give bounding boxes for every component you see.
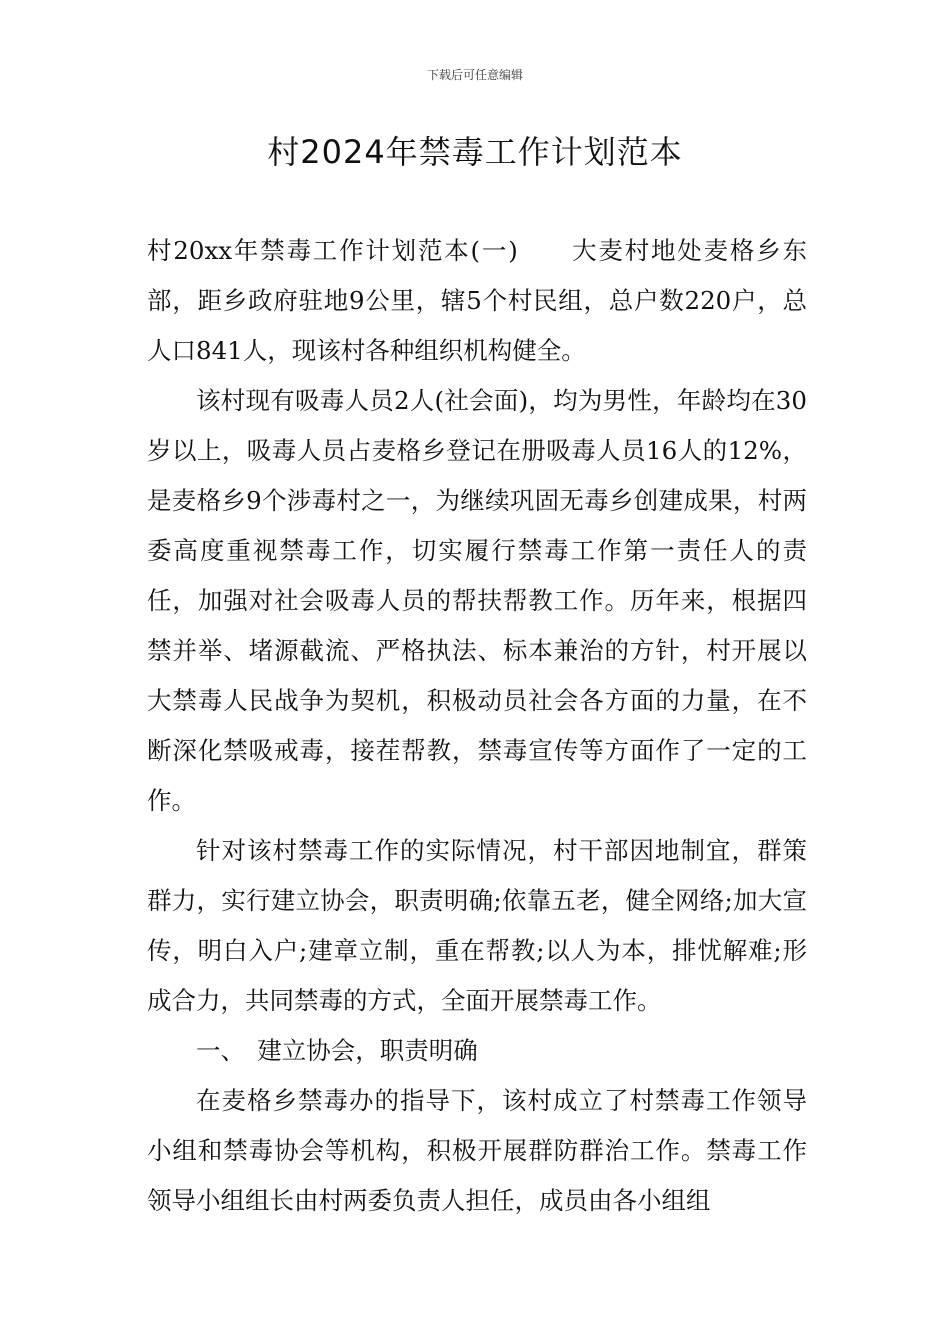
paragraph-1: 村20xx年禁毒工作计划范本(一) 大麦村地处麦格乡东部，距乡政府驻地9公里，辖5个村民组，总户数220户，总人口841人，现该村各种组织机构健全。 bbox=[147, 236, 807, 365]
header-note: 下载后可任意编辑 bbox=[426, 68, 523, 82]
paragraph-4: 在麦格乡禁毒办的指导下，该村成立了村禁毒工作领导小组和禁毒协会等机构，积极开展群防群治工作。禁毒工作领导小组组长由村两委负责人担任，成员由各小组组 bbox=[147, 1086, 807, 1215]
document-title: 村2024年禁毒工作计划范本 bbox=[267, 133, 683, 171]
paragraph-2: 该村现有吸毒人员2人(社会面)，均为男性，年龄均在30岁以上，吸毒人员占麦格乡登记在册吸毒人员16人的12%，是麦格乡9个涉毒村之一，为继续巩固无毒乡创建成果，村两委高度重视禁毒工作，切实履行禁毒工作第一责任人的责任，加强对社会吸毒人员的帮扶帮教工作。历年来，根据四禁并举、堵源截流、严格执法、标本兼治的方针，村开展以大禁毒人民战争为契机，积极动员社会各方面的力量，在不断深化禁吸戒毒，接茬帮教，禁毒宣传等方面作了一定的工作。 bbox=[147, 386, 807, 815]
section-heading-1: 一、 建立协会，职责明确 bbox=[196, 1036, 478, 1065]
document-body bbox=[147, 226, 807, 1226]
paragraph-3: 针对该村禁毒工作的实际情况，村干部因地制宜，群策群力，实行建立协会，职责明确;依靠五老，健全网络;加大宣传，明白入户;建章立制，重在帮教;以人为本，排忧解难;形成合力，共同禁毒的方式，全面开展禁毒工作。 bbox=[147, 836, 807, 1015]
